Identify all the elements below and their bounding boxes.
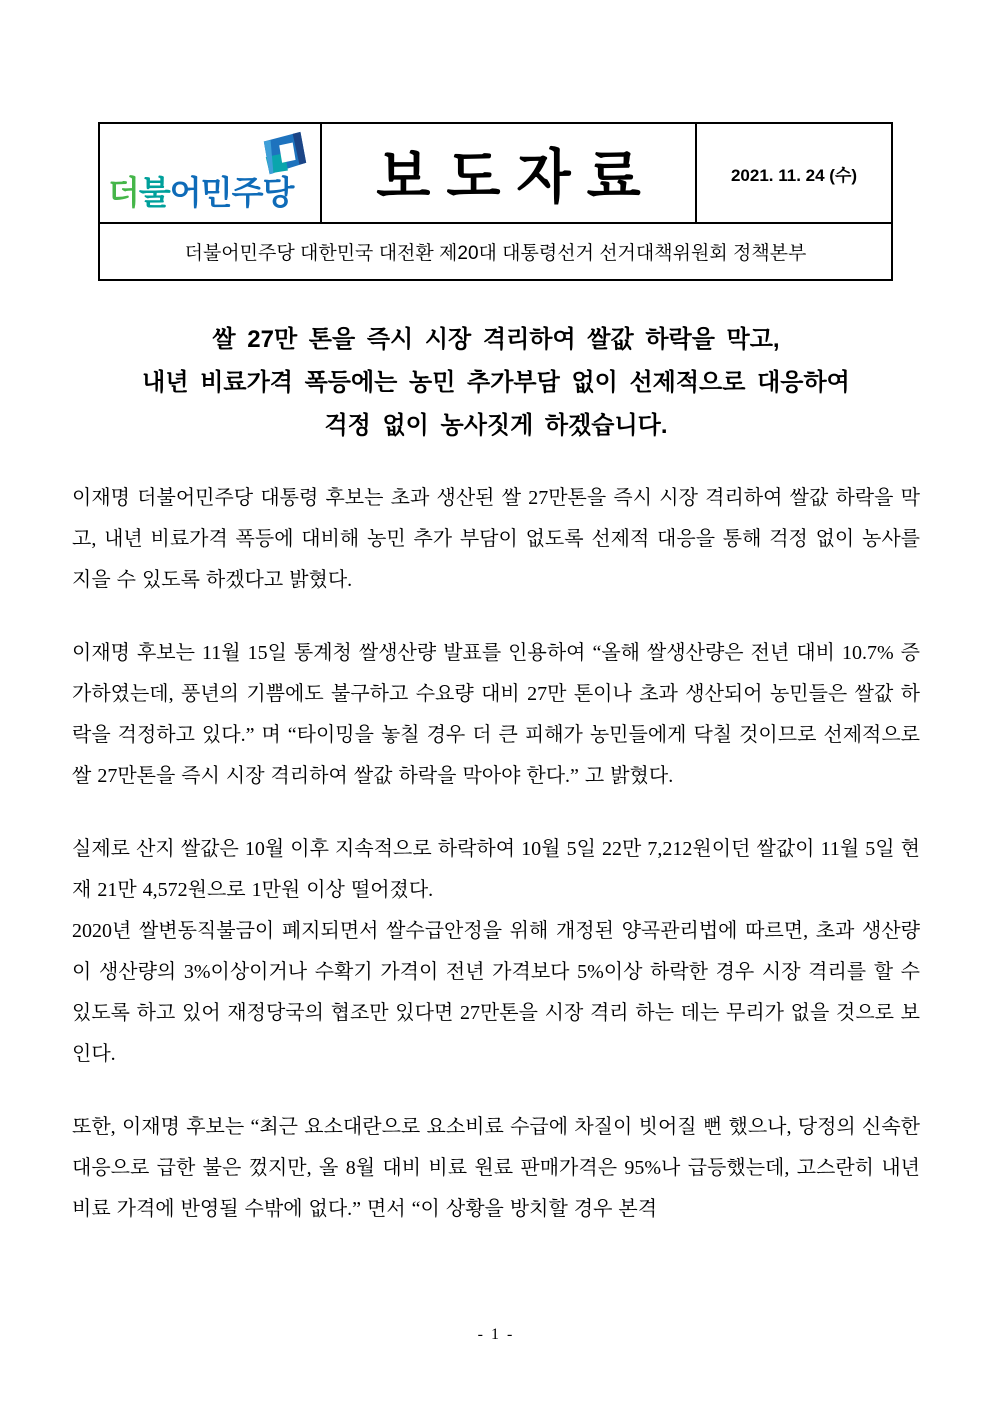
body-paragraph: 이재명 더불어민주당 대통령 후보는 초과 생산된 쌀 27만톤을 즉시 시장 격리하여 쌀값 하락을 막고, 내년 비료가격 폭등에 대비해 농민 추가 부담이 없도록 선제적 대응을 통해 걱정 없이 농사를 지을 수 있도록 하겠다고 밝혔다.: [72, 487, 920, 591]
page-number: - 1 -: [477, 1326, 515, 1343]
headline-line-3: 걱정 없이 농사짓게 하겠습니다.: [324, 412, 668, 439]
logo-char: 민: [200, 174, 232, 211]
headline-line-2: 내년 비료가격 폭등에는 농민 추가부담 없이 선제적으로 대응하여: [142, 369, 850, 396]
body-text: [72, 478, 920, 1262]
committee-subtitle: 더불어민주당 대한민국 대전환 제20대 대통령선거 선거대책위원회 정책본부: [184, 243, 807, 264]
logo-char: 어: [169, 174, 201, 211]
body-paragraph: 이재명 후보는 11월 15일 통계청 쌀생산량 발표를 인용하여 “올해 쌀생산량은 전년 대비 10.7% 증가하였는데, 풍년의 기쁨에도 불구하고 수요량 대비 27만 톤이나 초과 생산되어 농민들은 쌀값 하락을 걱정하고 있다.” 며 “타이밍을 놓칠 경우 더 큰 피해가 농민들에게 닥칠 것이므로 선제적으로 쌀 27만톤을 즉시 시장 격리하여 쌀값 하락을 막아야 한다.” 고 밝혔다.: [72, 642, 920, 787]
press-release-title: 보도자료: [376, 143, 657, 210]
party-logo: [100, 124, 322, 222]
body-paragraph: 2020년 쌀변동직불금이 폐지되면서 쌀수급안정을 위해 개정된 양곡관리법에 따르면, 초과 생산량이 생산량의 3%이상이거나 수확기 가격이 전년 가격보다 5%이상 하락한 경우 시장 격리를 할 수 있도록 하고 있어 재정당국의 협조만 있다면 27만톤을 시장 격리 하는 데는 무리가 없을 것으로 보인다.: [72, 920, 920, 1065]
release-date-cell: [695, 124, 891, 222]
release-date: 2021. 11. 24 (수): [730, 165, 858, 185]
header-top-row: [100, 124, 891, 224]
headline: [0, 318, 992, 447]
logo-char: 주: [231, 174, 263, 211]
logo-char: 당: [262, 174, 294, 211]
body-paragraph: 또한, 이재명 후보는 “최근 요소대란으로 요소비료 수급에 차질이 빗어질 뻔 했으나, 당정의 신속한 대응으로 급한 불은 껐지만, 올 8월 대비 비료 원료 판매가격은 95%나 급등했는데, 고스란히 내년 비료 가격에 반영될 수밖에 없다.” 면서 “이 상황을 방치할 경우 본격: [72, 1116, 920, 1220]
party-logo-text: [108, 167, 293, 214]
logo-char: 불: [138, 174, 170, 211]
logo-char: 더: [108, 174, 139, 211]
body-paragraph: 실제로 산지 쌀값은 10월 이후 지속적으로 하락하여 10월 5일 22만 7,212원이던 쌀값이 11월 5일 현재 21만 4,572원으로 1만원 이상 떨어졌다.: [72, 838, 920, 901]
header-box: [98, 122, 893, 281]
headline-line-1: 쌀 27만 톤을 즉시 시장 격리하여 쌀값 하락을 막고,: [212, 326, 780, 353]
committee-subtitle-row: [100, 224, 891, 279]
press-release-title-cell: [322, 124, 695, 222]
